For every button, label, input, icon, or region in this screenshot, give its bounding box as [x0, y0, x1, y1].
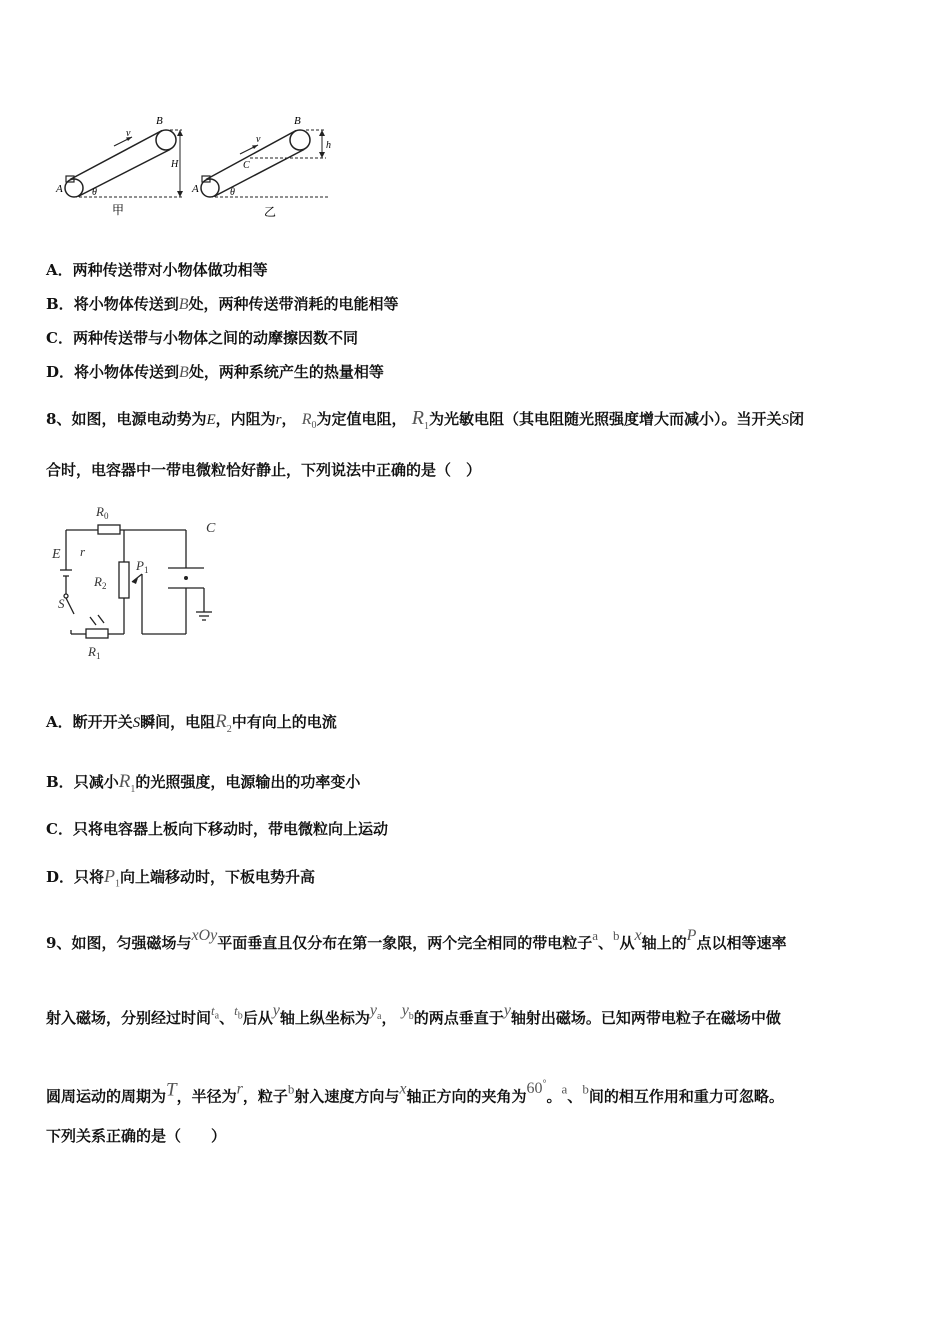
label-v-yi: v [256, 134, 261, 145]
circuit-label-r: r [80, 544, 86, 559]
label-A-yi: A [192, 183, 199, 195]
symbol-P1: $P_1$ [104, 866, 121, 890]
label-A-jia: A [56, 183, 63, 195]
label-theta-yi: θ [230, 187, 235, 198]
symbol-R0: $R_0$ [301, 411, 317, 432]
label-jia: 甲 [112, 203, 125, 217]
q9-stem-line2: 射入磁场，分别经过时间$t_a$、$t_b$后从y轴上纵坐标为$y_a$， $y_b$的两点垂直于y轴射出磁场。已知两带电粒子在磁场中做 [46, 1002, 781, 1027]
q7-option-c[interactable]: C．两种传送带与小物体之间的动摩擦因数不同 [46, 329, 358, 347]
label-C: C [243, 160, 250, 171]
q8-option-a[interactable]: A．断开开关S瞬间，电阻$R_2$中有向上的电流 [46, 711, 337, 735]
label-yi: 乙 [264, 205, 277, 219]
symbol-ta: $t_a$ [211, 1003, 220, 1022]
q8-stem-line1: 8、如图，电源电动势为E，内阻为r， $R_0$为定值电阻， $R_1$为光敏电阻（其电阻随光照强度增大而减小）。当开关S闭 [46, 407, 805, 432]
belt-yi [191, 115, 331, 219]
label-theta-jia: θ [92, 187, 97, 198]
circuit-label-S: S [58, 596, 65, 611]
circuit-label-R0: $R_0$ [96, 504, 109, 521]
circuit-label-P1: $P_1$ [136, 558, 149, 575]
q9-stem-line1: 9、如图，匀强磁场与xOy平面垂直且仅分布在第一象限，两个完全相同的带电粒子a、b从x轴上的P点以相等速率 [46, 927, 787, 952]
belt-jia [55, 115, 183, 217]
q9-stem-line4: 下列关系正确的是（ ） [46, 1127, 227, 1145]
q8-option-d[interactable]: D．只将$P_1$向上端移动时，下板电势升高 [46, 866, 316, 890]
label-B-jia: B [156, 115, 163, 127]
symbol-tb: $t_b$ [234, 1003, 243, 1022]
symbol-B: B [178, 296, 189, 313]
q8-stem-line2: 合时，电容器中一带电微粒恰好静止，下列说法中正确的是（ ） [46, 461, 482, 479]
q7-option-b[interactable]: B．将小物体传送到B处，两种传送带消耗的电能相等 [46, 295, 399, 313]
q7-option-d[interactable]: D．将小物体传送到B处，两种系统产生的热量相等 [46, 363, 384, 381]
symbol-R1: $R_1$ [411, 407, 429, 432]
circuit-label-R1: $R_1$ [88, 644, 101, 661]
conveyor-belt-figure [50, 110, 350, 225]
label-v-jia: v [126, 128, 131, 139]
q8-option-b[interactable]: B．只减小$R_1$的光照强度，电源输出的功率变小 [46, 771, 361, 795]
symbol-R1: $R_1$ [118, 771, 136, 795]
symbol-yb: $y_b$ [401, 1002, 414, 1023]
q8-option-c[interactable]: C．只将电容器上板向下移动时，带电微粒向上运动 [46, 820, 388, 838]
label-B-yi: B [294, 115, 301, 127]
circuit-label-R2: $R_2$ [94, 574, 107, 591]
symbol-ya: $y_a$ [369, 1002, 382, 1023]
label-H: H [171, 159, 179, 170]
symbol-B: B [179, 364, 189, 381]
q7-option-a[interactable]: A．两种传送带对小物体做功相等 [46, 261, 268, 279]
symbol-xOy: xOy [191, 927, 218, 944]
label-h: h [326, 140, 331, 151]
circuit-figure [46, 492, 226, 667]
symbol-R2: $R_2$ [215, 711, 232, 735]
q9-stem-line3: 圆周运动的周期为T，半径为r，粒子b射入速度方向与x轴正方向的夹角为60°。a、b间的相互作用和重力可忽略。 [46, 1079, 784, 1106]
circuit-label-C: C [206, 521, 216, 536]
circuit-label-E: E [52, 547, 61, 562]
symbol-angle: 60° [526, 1079, 547, 1098]
